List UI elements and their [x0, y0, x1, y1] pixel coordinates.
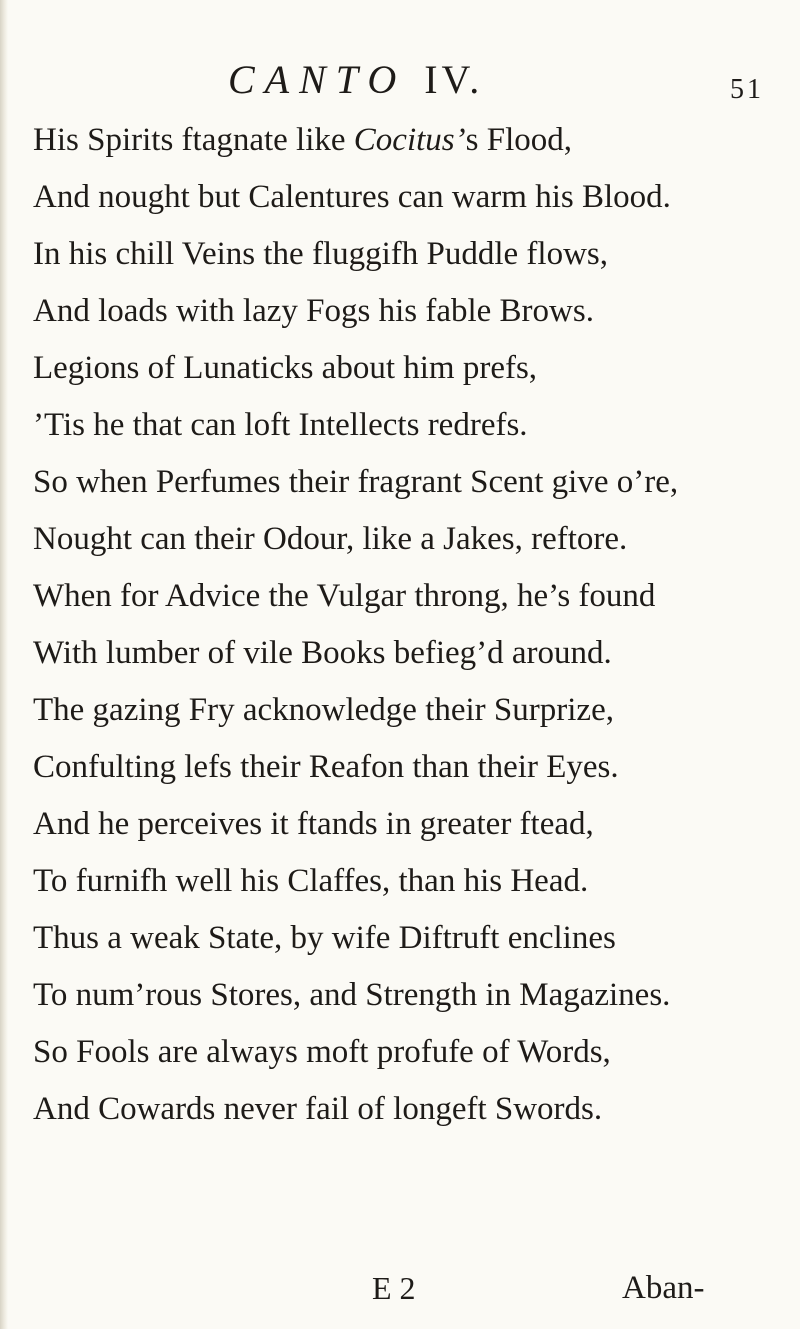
- signature-mark: E 2: [372, 1270, 416, 1306]
- verse-line: Nought can their Odour, like a Jakes, reftore.: [33, 521, 628, 557]
- verse-line: And nought but Calentures can warm his Blood.: [33, 179, 671, 215]
- verse-line: When for Advice the Vulgar throng, he’s found: [33, 578, 656, 614]
- verse-line: [33, 112, 793, 169]
- verse-line: To num’rous Stores, and Strength in Magazines.: [33, 977, 671, 1013]
- running-head: [228, 56, 483, 103]
- page-footer: [0, 1270, 800, 1320]
- verse-line: So when Perfumes their fragrant Scent give o’re,: [33, 464, 679, 500]
- page-gutter-edge: [0, 0, 8, 1329]
- page-number: 51: [730, 74, 764, 105]
- verse-line: Thus a weak State, by wife Diftruft enclines: [33, 920, 616, 956]
- verse-line-italic-name: Cocitus’: [353, 122, 466, 158]
- catchword: Aban-: [622, 1270, 705, 1306]
- verse-line: Legions of Lunaticks about him prefs,: [33, 350, 538, 386]
- verse-line-start: His Spirits ftagnate like: [33, 122, 354, 158]
- verse-line: And he perceives it ftands in greater ftead,: [33, 806, 594, 842]
- verse-line: ’Tis he that can loft Intellects redrefs.: [33, 407, 528, 443]
- verse-line: With lumber of vile Books befieg’d around.: [33, 635, 612, 671]
- verse-line-end: s Flood,: [465, 122, 572, 158]
- verse-line: And loads with lazy Fogs his fable Brows.: [33, 293, 594, 329]
- verse-line: Confulting lefs their Reafon than their Eyes.: [33, 749, 619, 785]
- verse-line: So Fools are always moft profufe of Words,: [33, 1034, 611, 1070]
- verse-line: To furnifh well his Claffes, than his Head.: [33, 863, 589, 899]
- verse-line: And Cowards never fail of longeft Swords.: [33, 1091, 603, 1127]
- canto-title: CANTO: [228, 57, 407, 102]
- verse-line: In his chill Veins the fluggifh Puddle flows,: [33, 236, 609, 272]
- canto-number: IV.: [424, 57, 484, 102]
- verse-text: [33, 112, 793, 1138]
- verse-line: The gazing Fry acknowledge their Surprize,: [33, 692, 614, 728]
- page-header: [0, 56, 800, 106]
